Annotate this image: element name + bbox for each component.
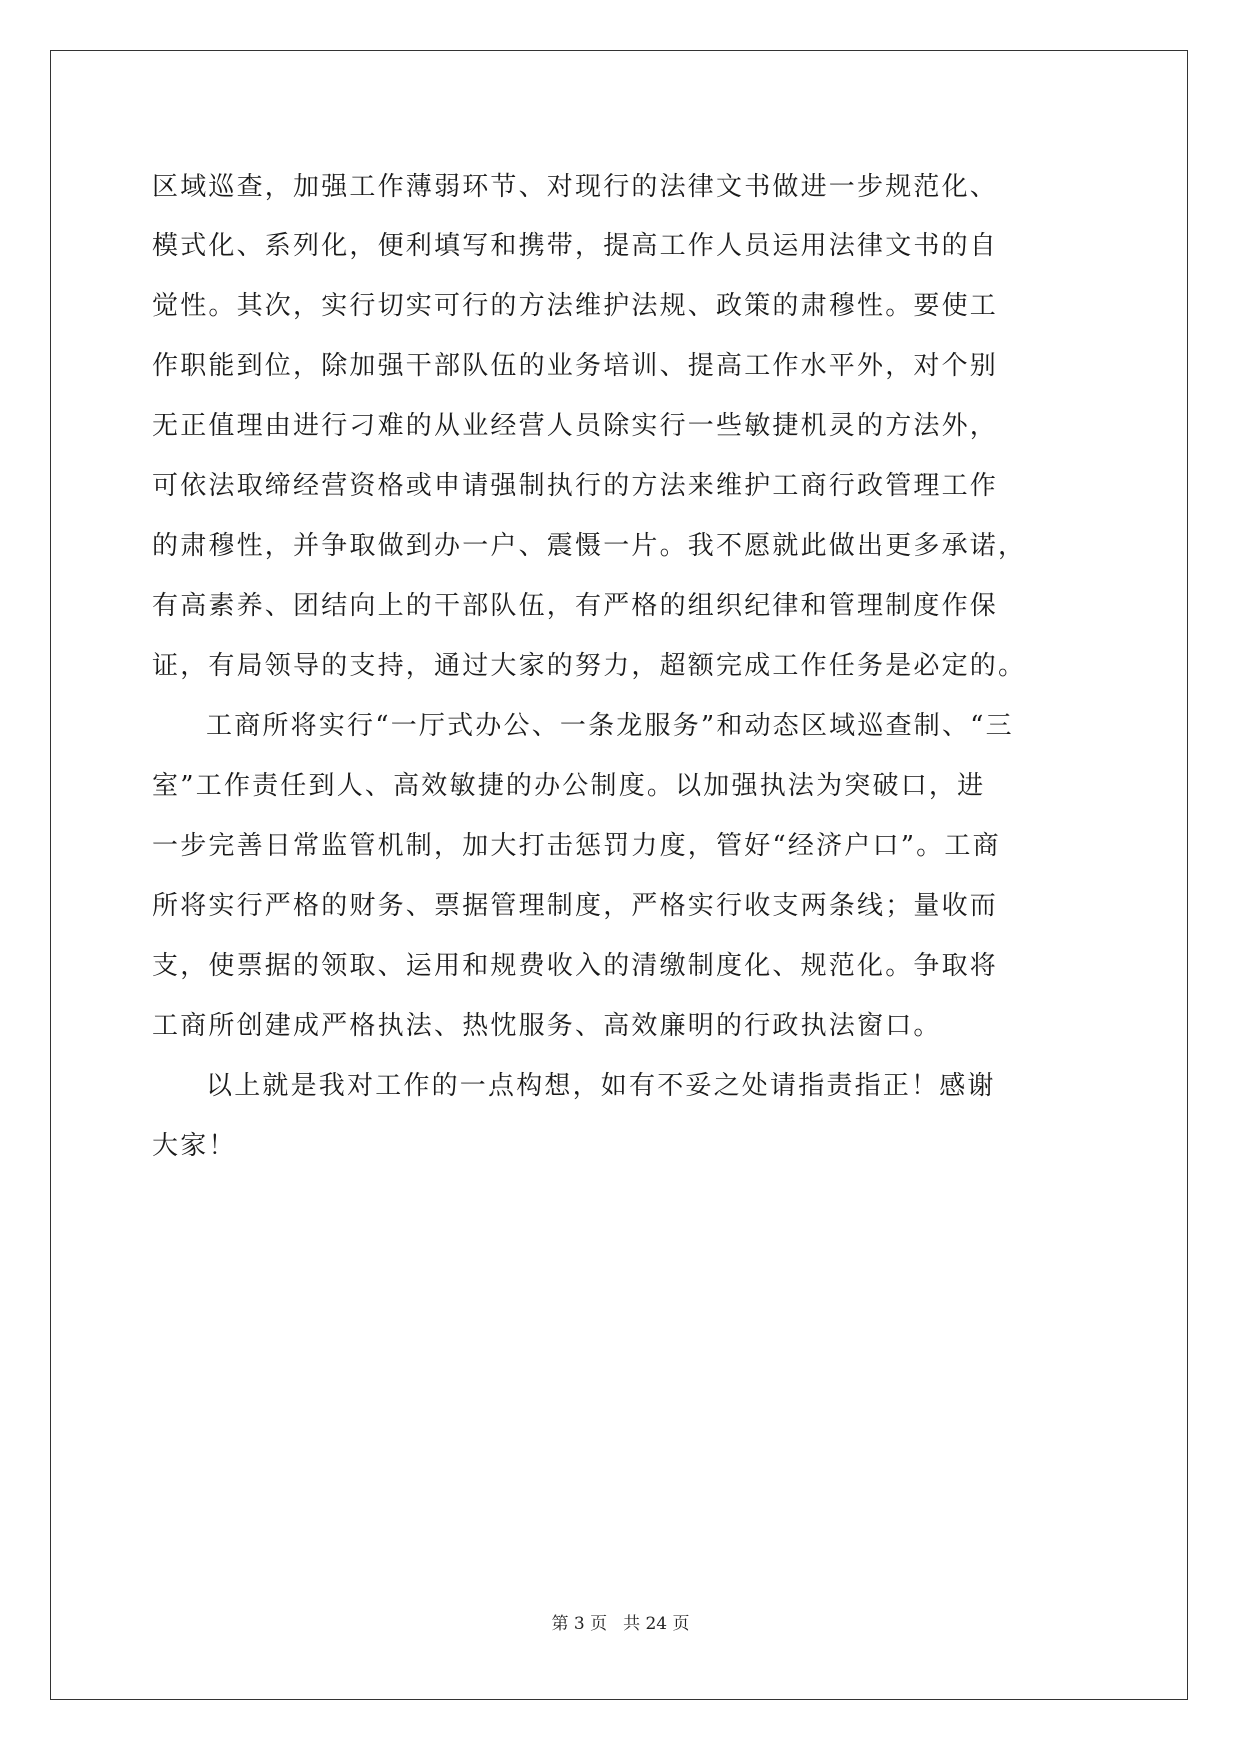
text-line: 有高素养、团结向上的干部队伍，有严格的组织纪律和管理制度作保: [152, 591, 999, 621]
text-line: 以上就是我对工作的一点构想，如有不妥之处请指责指正！感谢: [206, 1071, 996, 1101]
page-footer: [0, 1612, 1241, 1636]
text-line: 证，有局领导的支持，通过大家的努力，超额完成工作任务是必定的。: [152, 651, 1027, 681]
text-line: 无正值理由进行刁难的从业经营人员除实行一些敏捷机灵的方法外，: [152, 411, 999, 441]
text-line: 模式化、系列化，便利填写和携带，提高工作人员运用法律文书的自: [152, 231, 999, 261]
text-line: 工商所创建成严格执法、热忱服务、高效廉明的行政执法窗口。: [152, 1011, 942, 1041]
text-line: 大家！: [152, 1131, 237, 1161]
text-line: 一步完善日常监管机制，加大打击惩罚力度，管好“经济户口”。工商: [152, 831, 1001, 861]
text-line: 觉性。其次，实行切实可行的方法维护法规、政策的肃穆性。要使工: [152, 291, 999, 321]
text-line: 室”工作责任到人、高效敏捷的办公制度。以加强执法为突破口，进: [152, 771, 986, 801]
text-line: 区域巡查，加强工作薄弱环节、对现行的法律文书做进一步规范化、: [152, 172, 999, 202]
page-number: 第 3 页: [551, 1614, 608, 1634]
text-line: 工商所将实行“一厅式办公、一条龙服务”和动态区域巡查制、“三: [206, 711, 1014, 741]
text-line: 的肃穆性，并争取做到办一户、震慑一片。我不愿就此做出更多承诺，: [152, 531, 1027, 561]
text-line: 可依法取缔经营资格或申请强制执行的方法来维护工商行政管理工作: [152, 471, 999, 501]
page-total: 共 24 页: [623, 1614, 690, 1634]
text-line: 作职能到位，除加强干部队伍的业务培训、提高工作水平外，对个别: [152, 351, 999, 381]
text-line: 所将实行严格的财务、票据管理制度，严格实行收支两条线；量收而: [152, 891, 999, 921]
text-line: 支，使票据的领取、运用和规费收入的清缴制度化、规范化。争取将: [152, 951, 999, 981]
